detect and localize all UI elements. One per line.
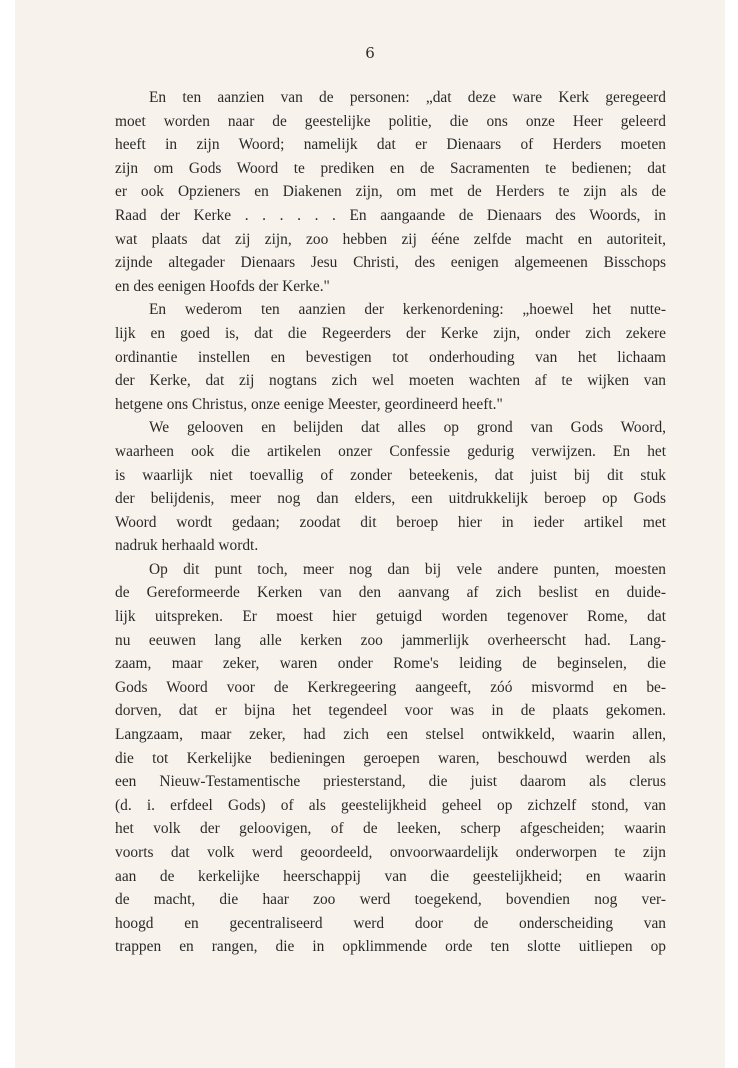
text-line: En wederom ten aanzien der kerkenordening: „hoewel het nutte- — [149, 301, 666, 319]
text-line: het volk der geloovigen, of de leeken, scherp afgescheiden; waarin — [115, 820, 666, 838]
text-line: wat plaats dat zij zijn, zoo hebben zij ééne zelfde macht en autoriteit, — [115, 230, 666, 248]
book-page — [15, 0, 725, 1068]
text-line: Raad der Kerke . . . . . . En aangaande de Dienaars des Woords, in — [115, 206, 666, 224]
paragraph — [115, 86, 666, 298]
text-line: die tot Kerkelijke bedieningen geroepen waren, beschouwd werden als — [115, 749, 666, 767]
text-line: zijnde altegader Dienaars Jesu Christi, des eenigen algemeenen Bisschops — [115, 254, 666, 272]
text-line: voorts dat volk werd geoordeeld, onvoorwaardelijk onderworpen te zijn — [115, 844, 666, 861]
text-line: heeft in zijn Woord; namelijk dat er Dienaars of Herders moeten — [115, 136, 666, 154]
text-line: zaam, maar zeker, waren onder Rome's leiding de beginselen, die — [115, 655, 666, 673]
text-line: zijn om Gods Woord te prediken en de Sacramenten te bedienen; dat — [115, 159, 666, 177]
text-line: hoogd en gecentraliseerd werd door de onderscheiding van — [115, 914, 666, 932]
text-line: lijk uitspreken. Er moest hier getuigd worden tegenover Rome, dat — [115, 608, 666, 626]
text-line: en des eenigen Hoofds der Kerke." — [115, 277, 330, 295]
body-text — [115, 86, 666, 959]
text-line: En ten aanzien van de personen: „dat deze ware Kerk geregeerd — [149, 89, 666, 106]
text-line: Woord wordt gedaan; zoodat dit beroep hier in ieder artikel met — [115, 513, 666, 531]
text-line: We gelooven en belijden dat alles op grond van Gods Woord, — [149, 419, 666, 437]
text-line: waarheen ook die artikelen onzer Confessie gedurig verwijzen. En het — [115, 442, 666, 460]
text-line: aan de kerkelijke heerschappij van die geestelijkheid; en waarin — [115, 867, 666, 885]
text-line: nu eeuwen lang alle kerken zoo jammerlijk overheerscht had. Lang- — [115, 631, 666, 649]
paragraph — [115, 558, 666, 959]
text-line: nadruk herhaald wordt. — [115, 537, 259, 555]
text-line: de Gereformeerde Kerken van den aanvang af zich beslist en duide- — [115, 584, 666, 602]
text-line: (d. i. erfdeel Gods) of als geestelijkheid geheel op zichzelf stond, van — [115, 796, 666, 814]
text-line: moet worden naar de geestelijke politie, die ons onze Heer geleerd — [115, 112, 666, 130]
text-line: een Nieuw-Testamentische priesterstand, die juist daarom als clerus — [115, 773, 666, 791]
text-line: hetgene ons Christus, onze eenige Meester, geordineerd heeft." — [115, 395, 503, 413]
text-line: ordinantie instellen en bevestigen tot onderhouding van het lichaam — [115, 348, 666, 366]
text-line: trappen en rangen, die in opklimmende orde ten slotte uitliepen op — [115, 938, 666, 956]
text-line: der belijdenis, meer nog dan elders, een uitdrukkelijk beroep op Gods — [115, 490, 666, 508]
text-line: der Kerke, dat zij nogtans zich wel moeten wachten af te wijken van — [115, 372, 666, 390]
text-line: Langzaam, maar zeker, had zich een stelsel ontwikkeld, waarin allen, — [115, 726, 666, 744]
paragraph — [115, 298, 666, 416]
text-line: dorven, dat er bijna het tegendeel voor was in de plaats gekomen. — [115, 702, 666, 720]
text-line: Op dit punt toch, meer nog dan bij vele andere punten, moesten — [149, 560, 666, 578]
text-line: is waarlijk niet toevallig of zonder beteekenis, dat juist bij dit stuk — [115, 466, 666, 484]
paragraph — [115, 416, 666, 558]
text-line: lijk en goed is, dat die Regeerders der Kerke zijn, onder zich zekere — [115, 324, 666, 342]
text-line: Gods Woord voor de Kerkregeering aangeeft, zóó misvormd en be- — [115, 678, 666, 696]
text-line: er ook Opzieners en Diakenen zijn, om met de Herders te zijn als de — [115, 183, 666, 201]
text-line: de macht, die haar zoo werd toegekend, bovendien nog ver- — [115, 891, 666, 909]
page-number: 6 — [365, 44, 375, 62]
